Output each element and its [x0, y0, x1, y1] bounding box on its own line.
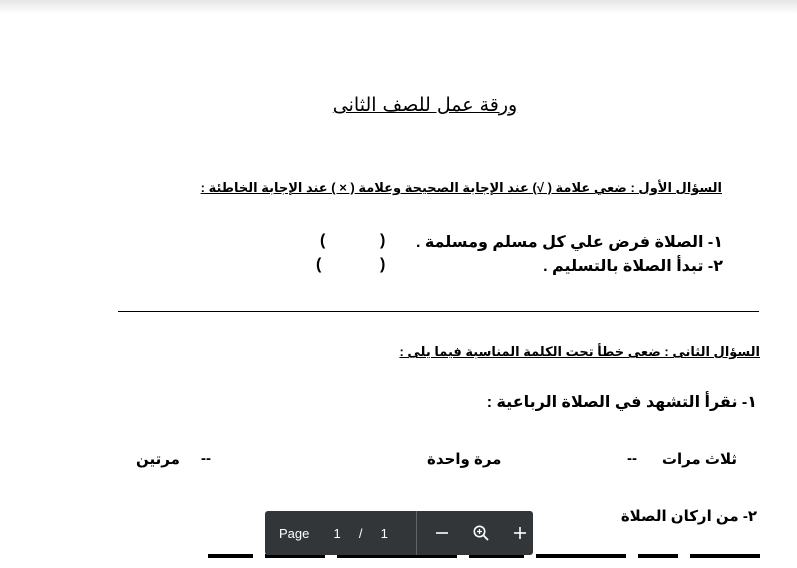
total-pages: 1: [380, 525, 388, 541]
page-toolbar: [265, 511, 533, 555]
question2-heading: السؤال الثانى : ضعى خطأ تحت الكلمة المناسبة فيما يلى :: [399, 344, 760, 359]
plus-icon: [512, 525, 528, 541]
question1-item-2: ٢- تبدأ الصلاة بالتسليم .: [543, 258, 723, 275]
minus-icon: [434, 525, 450, 541]
worksheet-title: ورقة عمل للصف الثانى: [332, 94, 518, 116]
current-page-input[interactable]: 1: [333, 525, 341, 541]
answer-paren-open-2: (: [380, 256, 386, 273]
answer-paren-close-2: ): [316, 256, 322, 273]
option-three-times: ثلاث مرات: [661, 451, 737, 468]
question2-sub1: ١- نقرأ التشهد في الصلاة الرباعية :: [486, 394, 757, 411]
option-twice: مرتين: [136, 451, 180, 468]
question1-heading: السؤال الأول : ضعي علامة ( √) عند الإجابة الصحيحة وعلامة ( × ) عند الإجابة الخاطئة :: [200, 180, 722, 195]
answer-paren-open-1: (: [380, 232, 386, 249]
option-separator-1: --: [627, 450, 637, 467]
question2-sub2: ٢- من اركان الصلاة: [620, 508, 757, 525]
answer-paren-close-1: ): [320, 232, 326, 249]
magnifier-icon: [472, 524, 490, 542]
page-label: Page: [279, 525, 310, 541]
zoom-out-button[interactable]: [429, 519, 456, 547]
fit-zoom-button[interactable]: [468, 519, 495, 547]
option-once: مرة واحدة: [427, 451, 502, 468]
section-divider: [118, 311, 759, 312]
page-separator: /: [358, 525, 363, 541]
question1-item-1: ١- الصلاة فرض علي كل مسلم ومسلمة .: [415, 234, 723, 251]
toolbar-divider: [416, 511, 417, 555]
option-separator-2: --: [201, 450, 211, 467]
zoom-in-button[interactable]: [506, 519, 533, 547]
clipped-next-line: [180, 554, 760, 568]
